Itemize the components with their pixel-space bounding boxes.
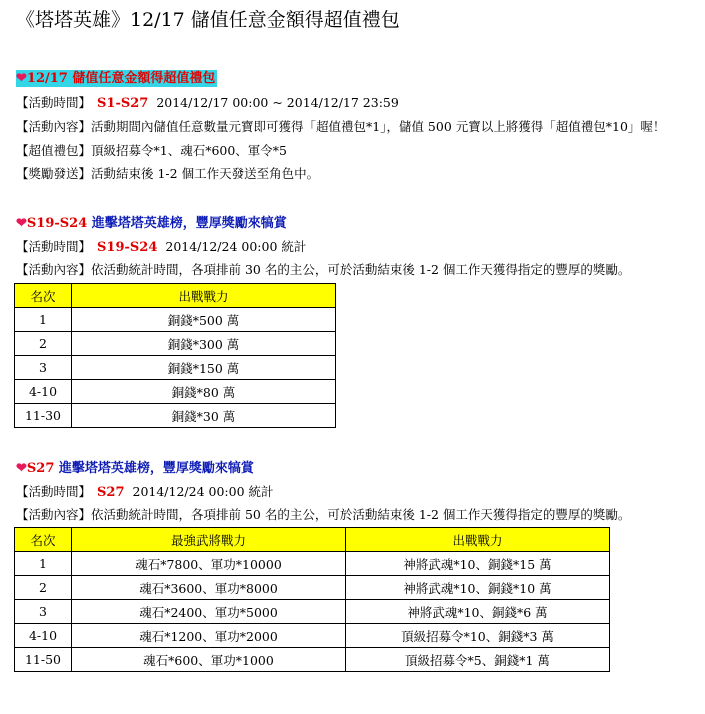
table-header-row — [15, 528, 610, 552]
table-row — [15, 552, 610, 576]
heart-icon: ❤ — [16, 71, 27, 86]
rank-cell: 3 — [15, 356, 72, 380]
reward-cell: 銅錢*150 萬 — [72, 356, 336, 380]
section1-delivery: 【獎勵發送】活動結束後 1-2 個工作天發送至角色中。 — [16, 166, 320, 181]
table-row — [15, 404, 336, 428]
column-header-strongest: 最強武將戰力 — [72, 528, 346, 552]
power-reward-cell: 神將武魂*10、銅錢*10 萬 — [346, 576, 610, 600]
table-row — [15, 600, 610, 624]
time-label: 【活動時間】 — [16, 239, 92, 254]
strongest-reward-cell: 魂石*1200、軍功*2000 — [72, 624, 346, 648]
section3-reward-table — [14, 527, 610, 672]
section2-content: 【活動內容】依活動統計時間，各項排前 30 名的主公，可於活動結束後 1-2 個工作天獲得指定的豐厚的獎勵。 — [16, 262, 631, 277]
reward-cell: 銅錢*80 萬 — [72, 380, 336, 404]
rank-cell: 1 — [15, 552, 72, 576]
section2-heading-server: S19-S24 — [26, 216, 88, 231]
reward-cell: 銅錢*300 萬 — [72, 332, 336, 356]
section1-gift: 【超值禮包】頂級招募令*1、魂石*600、軍令*5 — [16, 143, 288, 158]
rank-cell: 2 — [15, 332, 72, 356]
rank-cell: 2 — [15, 576, 72, 600]
table-row — [15, 648, 610, 672]
reward-cell: 銅錢*500 萬 — [72, 308, 336, 332]
power-reward-cell: 頂級招募令*5、銅錢*1 萬 — [346, 648, 610, 672]
section2-heading-text: 進擊塔塔英雄榜，豐厚獎勵來犒賞 — [87, 216, 287, 231]
section2-time — [16, 239, 306, 256]
rank-cell: 11-50 — [15, 648, 72, 672]
strongest-reward-cell: 魂石*2400、軍功*5000 — [72, 600, 346, 624]
section3-content: 【活動內容】依活動統計時間，各項排前 50 名的主公，可於活動結束後 1-2 個工作天獲得指定的豐厚的獎勵。 — [16, 507, 631, 522]
time-value: 2014/12/17 00:00 ~ 2014/12/17 23:59 — [156, 95, 399, 110]
rank-cell: 4-10 — [15, 380, 72, 404]
table-row — [15, 308, 336, 332]
column-header-power: 出戰戰力 — [72, 284, 336, 308]
section3-heading-server: S27 — [26, 461, 55, 476]
time-label: 【活動時間】 — [16, 484, 92, 499]
section1-heading — [16, 70, 217, 87]
section1-heading-text: 12/17 儲值任意金額得超值禮包 — [26, 71, 216, 86]
power-reward-cell: 神將武魂*10、銅錢*6 萬 — [346, 600, 610, 624]
column-header-power: 出戰戰力 — [346, 528, 610, 552]
power-reward-cell: 頂級招募令*10、銅錢*3 萬 — [346, 624, 610, 648]
strongest-reward-cell: 魂石*7800、軍功*10000 — [72, 552, 346, 576]
reward-cell: 銅錢*30 萬 — [72, 404, 336, 428]
rank-cell: 1 — [15, 308, 72, 332]
table-row — [15, 380, 336, 404]
time-label: 【活動時間】 — [16, 95, 92, 110]
server-range: S19-S24 — [97, 240, 158, 255]
section1-content: 【活動內容】活動期間內儲值任意數量元寶即可獲得「超值禮包*1」，儲值 500 元寶以上將獲得「超值禮包*10」喔！ — [16, 119, 666, 134]
column-header-rank: 名次 — [15, 528, 72, 552]
page-title: 《塔塔英雄》12/17 儲值任意金額得超值禮包 — [16, 9, 400, 31]
strongest-reward-cell: 魂石*3600、軍功*8000 — [72, 576, 346, 600]
heart-icon: ❤ — [16, 461, 27, 476]
section3-time — [16, 484, 274, 501]
table-row — [15, 332, 336, 356]
section3-heading — [16, 460, 254, 477]
time-value: 2014/12/24 00:00 統計 — [165, 239, 307, 254]
table-row — [15, 624, 610, 648]
time-value: 2014/12/24 00:00 統計 — [132, 484, 274, 499]
strongest-reward-cell: 魂石*600、軍功*1000 — [72, 648, 346, 672]
heart-icon: ❤ — [16, 216, 27, 231]
server-range: S1-S27 — [97, 96, 149, 111]
table-header-row — [15, 284, 336, 308]
section3-heading-text: 進擊塔塔英雄榜，豐厚獎勵來犒賞 — [54, 461, 254, 476]
section2-reward-table — [14, 283, 336, 428]
table-row — [15, 576, 610, 600]
rank-cell: 4-10 — [15, 624, 72, 648]
section2-heading — [16, 215, 287, 232]
table-row — [15, 356, 336, 380]
section1-time — [16, 95, 399, 112]
power-reward-cell: 神將武魂*10、銅錢*15 萬 — [346, 552, 610, 576]
column-header-rank: 名次 — [15, 284, 72, 308]
rank-cell: 11-30 — [15, 404, 72, 428]
rank-cell: 3 — [15, 600, 72, 624]
server-range: S27 — [97, 485, 125, 500]
